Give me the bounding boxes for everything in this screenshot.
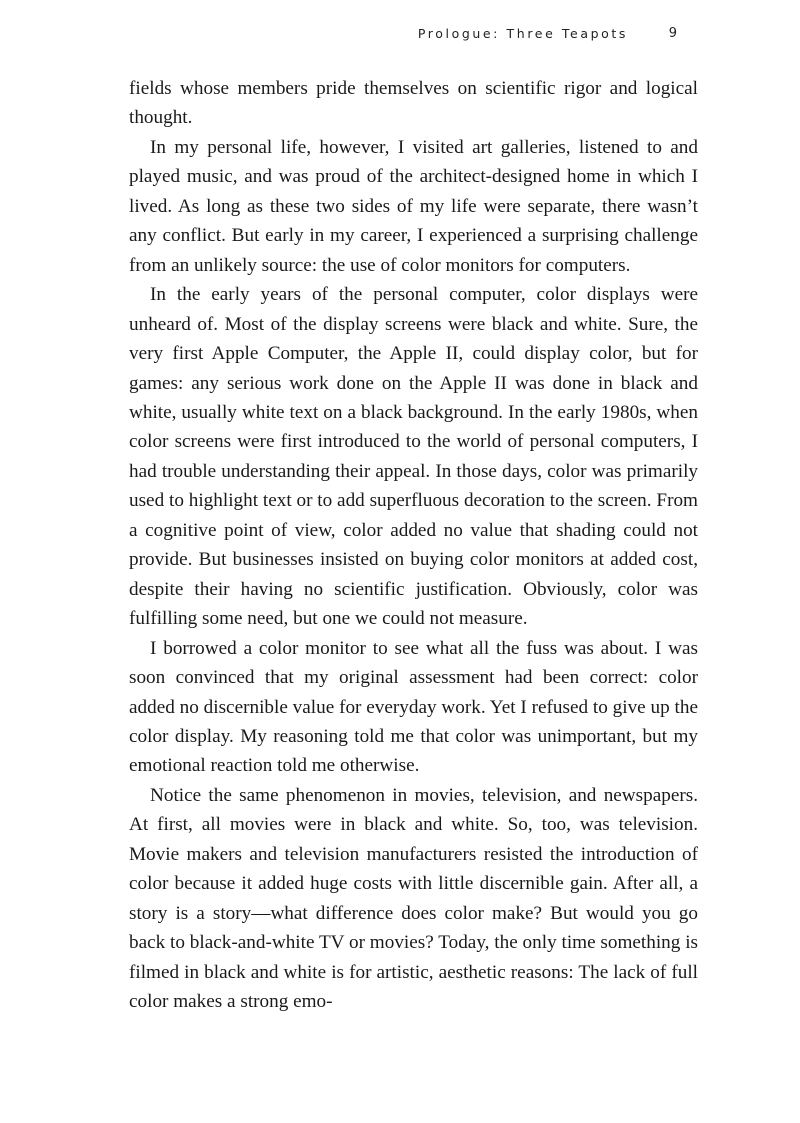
paragraph-borrowed-monitor: I borrowed a color monitor to see what all the fuss was about. I was soon convinced that my original assessment had been correct: color added no discernible value for everyday work. Yet I refused to give up the color display. My reasoning told me that color was unimportant, but my emotional reaction told me otherwise. [129,637,698,777]
paragraph-personal-life: In my personal life, however, I visited art galleries, listened to and played music, and was proud of the architect-designed home in which I lived. As long as these two sides of my life were separate, there wasn’t any conflict. But early in my career, I experienced a surprising challenge from an unlikely source: the use of color monitors for computers. [129,136,698,276]
paragraph-color-displays: In the early years of the personal computer, color displays were unheard of. Most of the display screens were black and white. Sure, the very first Apple Computer, the Apple II, could display color, but for games: any serious work done on the Apple II was done in black and white, usually white text on a black background. In the early 1980s, when color screens were first introduced to the world of personal computers, I had trouble understanding their appeal. In those days, color was primarily used to highlight text or to add superfluous decoration to the screen. From a cognitive point of view, color added no value that shading could not provide. But businesses insisted on buying color monitors at added cost, despite their having no scientific justification. Obviously, color was fulfilling some need, but one we could not measure. [129,284,698,630]
paragraph-movies-television: Notice the same phenomenon in movies, television, and newspapers. At first, all movies were in black and white. So, too, was television. Movie makers and television manufacturers resisted the introduction of color because it added huge costs with little discernible gain. After all, a story is a story—what difference does color make? But would you go back to black-and-white TV or movies? Today, the only time something is filmed in black and white is for artistic, aesthetic reasons: The lack of full color makes a strong emo- [129,784,698,1013]
paragraph-continued: fields whose members pride themselves on scientific rigor and logical thought. [129,78,698,129]
running-head [0,26,800,48]
running-head-title: Prologue: Three Teapots [417,26,628,41]
page-number: 9 [668,26,677,41]
body-text [129,74,698,1017]
